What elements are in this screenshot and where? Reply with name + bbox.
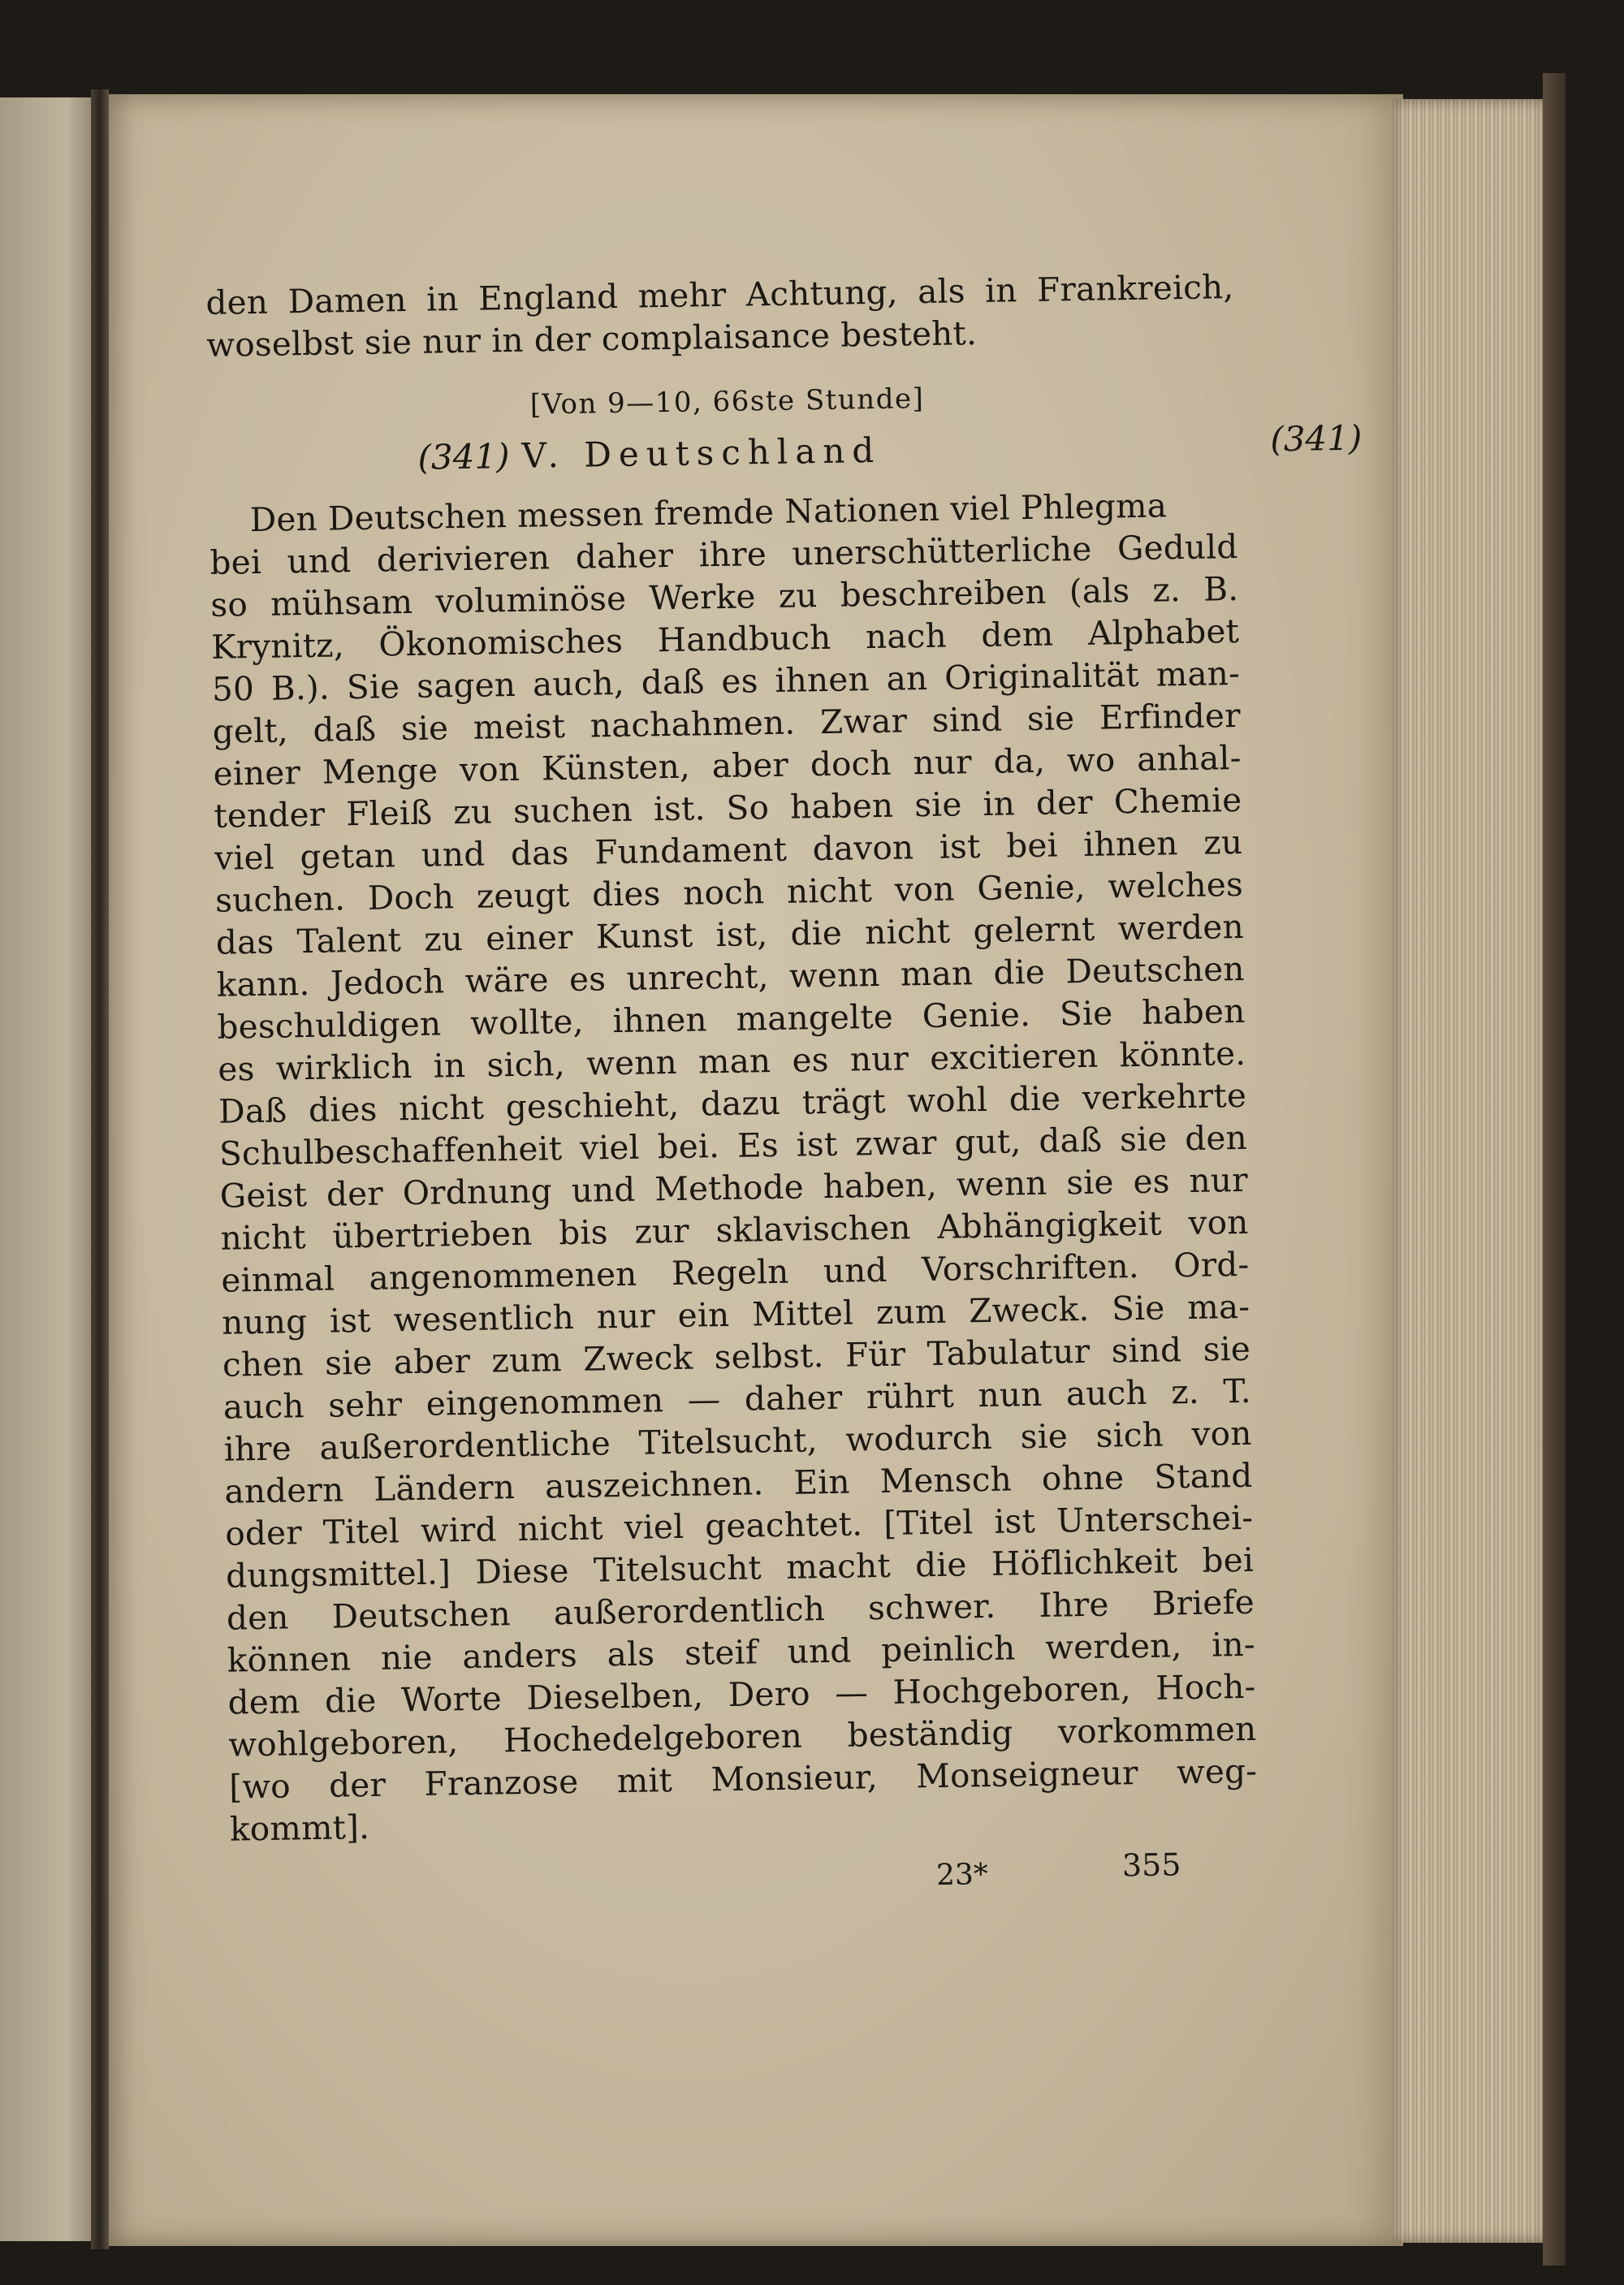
body-line: auch sehr eingenommen — daher rührt nun auch z. T. bbox=[222, 1371, 1252, 1427]
body-line: so mühsam voluminöse Werke zu beschreiben (als z. B. bbox=[210, 568, 1239, 624]
body-line: tender Fleiß zu suchen ist. So haben sie in der Chemie bbox=[214, 780, 1242, 836]
body-line: einer Menge von Künsten, aber doch nur da, wo anhal- bbox=[213, 737, 1242, 793]
section-heading bbox=[417, 417, 1384, 486]
previous-page-edge bbox=[0, 97, 96, 2241]
body-line: Daß dies nicht geschieht, dazu trägt wohl die verkehrte bbox=[218, 1075, 1247, 1131]
body-line: suchen. Doch zeugt dies noch nicht von Genie, welches bbox=[214, 864, 1244, 920]
body-line: wohlgeboren, Hochedelgeboren beständig vorkommen bbox=[228, 1708, 1257, 1765]
page-stack-edges bbox=[1393, 99, 1547, 2243]
top-line-1: den Damen in England mehr Achtung, als in Frankreich, bbox=[205, 267, 1234, 322]
body-line: oder Titel wird nicht viel geachtet. [Titel ist Unterschei- bbox=[224, 1497, 1254, 1553]
body-line: dem die Worte Dieselben, Dero — Hochgeboren, Hoch- bbox=[227, 1666, 1256, 1722]
body-line: 50 B.). Sie sagen auch, daß es ihnen an Originalität man- bbox=[211, 653, 1241, 709]
session-note: [Von 9—10, 66ste Stunde] bbox=[529, 382, 925, 421]
body-line: Schulbeschaffenheit viel bei. Es ist zwar gut, daß sie den bbox=[218, 1117, 1248, 1173]
body-line: andern Ländern auszeichnen. Ein Mensch ohne Stand bbox=[224, 1455, 1253, 1511]
page-text-block bbox=[88, 83, 1420, 2255]
body-line: das Talent zu einer Kunst ist, die nicht gelernt werden bbox=[215, 906, 1245, 962]
signature-mark: 23* bbox=[935, 1858, 989, 1893]
body-line: gelt, daß sie meist nachahmen. Zwar sind sie Erfinder bbox=[212, 695, 1242, 751]
body-line: dungsmittel.] Diese Titelsucht macht die Höflichkeit bei bbox=[225, 1540, 1255, 1596]
book-cover-edge bbox=[1543, 73, 1566, 2266]
body-line: kann. Jedoch wäre es unrecht, wenn man die Deutschen bbox=[216, 948, 1245, 1004]
body-line: ihre außerordentliche Titelsucht, wodurch sie sich von bbox=[223, 1413, 1252, 1469]
section-title: V. Deutschland bbox=[521, 430, 882, 476]
body-line: den Deutschen außerordentlich schwer. Ihre Briefe bbox=[226, 1582, 1255, 1638]
page-number: 355 bbox=[1121, 1847, 1181, 1884]
body-line: [wo der Franzose mit Monsieur, Monseigneur weg- bbox=[228, 1751, 1258, 1807]
book-page bbox=[104, 94, 1403, 2246]
section-number-left: (341) bbox=[417, 436, 510, 477]
body-line: es wirklich in sich, wenn man es nur excitieren könnte. bbox=[217, 1033, 1246, 1089]
body-line: viel getan und das Fundament davon ist bei ihnen zu bbox=[214, 822, 1243, 878]
body-line: kommt]. bbox=[229, 1807, 370, 1849]
body-line: nicht übertrieben bis zur sklavischen Abhängigkeit von bbox=[220, 1202, 1249, 1258]
body-line: können nie anders als steif und peinlich werden, in- bbox=[227, 1624, 1256, 1680]
body-line: Geist der Ordnung und Methode haben, wenn sie es nur bbox=[219, 1160, 1249, 1216]
body-line: Krynitz, Ökonomisches Handbuch nach dem Alphabet bbox=[210, 611, 1240, 667]
body-line: beschuldigen wollte, ihnen mangelte Genie. Sie haben bbox=[217, 991, 1246, 1047]
book-gutter bbox=[91, 89, 109, 2249]
section-number-right: (341) bbox=[1269, 417, 1363, 460]
body-line: Den Deutschen messen fremde Nationen viel Phlegma bbox=[249, 486, 1168, 540]
body-line: bei und derivieren daher ihre unerschütterliche Geduld bbox=[209, 526, 1238, 582]
body-line: chen sie aber zum Zweck selbst. Für Tabulatur sind sie bbox=[222, 1328, 1251, 1384]
body-line: einmal angenommenen Regeln und Vorschriften. Ord- bbox=[221, 1244, 1250, 1300]
body-line: nung ist wesentlich nur ein Mittel zum Zweck. Sie ma- bbox=[221, 1286, 1250, 1342]
top-line-2: woselbst sie nur in der complaisance besteht. bbox=[205, 313, 978, 365]
